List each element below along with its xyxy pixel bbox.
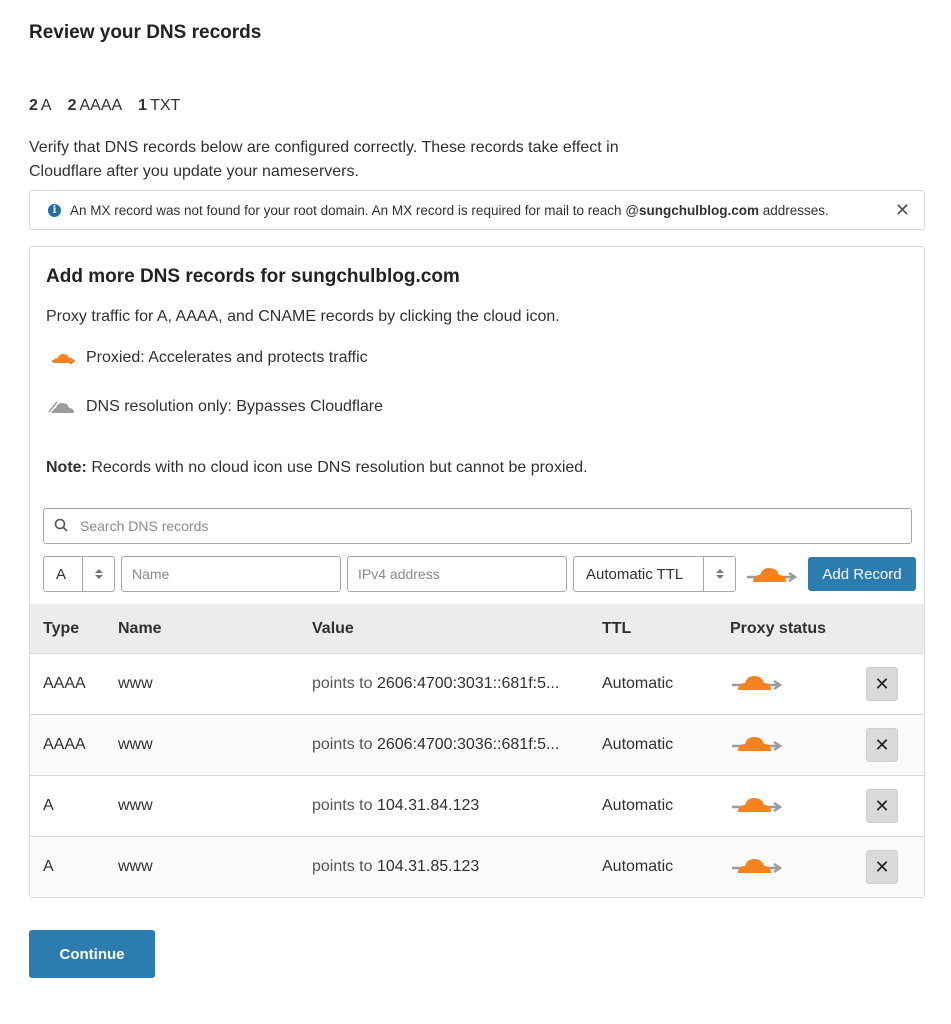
legend-dns-only-label: DNS resolution only: Bypasses Cloudflare	[86, 398, 384, 415]
orange-cloud-icon[interactable]	[730, 732, 866, 759]
ttl-select-value: Automatic TTL	[586, 565, 684, 583]
page-title: Review your DNS records	[29, 22, 262, 43]
continue-button[interactable]: Continue	[29, 930, 155, 978]
header-ttl[interactable]: TTL	[602, 619, 632, 637]
cell-type: AAAA	[43, 675, 86, 692]
legend-proxied	[46, 349, 368, 367]
note: Note: Records with no cloud icon use DNS resolution but cannot be proxied.	[46, 459, 588, 476]
cell-ttl: Automatic	[602, 797, 674, 814]
cell-ttl: Automatic	[602, 858, 674, 875]
add-record-button[interactable]: Add Record	[808, 557, 916, 591]
type-select-value: A	[56, 565, 67, 583]
ttl-chevron-icon[interactable]	[703, 557, 735, 591]
ttl-select[interactable]	[573, 556, 736, 592]
delete-record-button[interactable]: ✕	[866, 728, 898, 762]
panel-title: Add more DNS records for sungchulblog.com	[46, 266, 460, 287]
cell-type: A	[43, 858, 54, 875]
orange-cloud-icon[interactable]	[730, 671, 866, 698]
header-name[interactable]: Name	[118, 619, 162, 637]
header-type[interactable]: Type	[43, 619, 80, 637]
ipv4-input[interactable]	[347, 556, 567, 592]
table-row	[30, 714, 924, 775]
search-icon	[54, 518, 70, 534]
legend-dns-only	[46, 397, 383, 417]
add-record-form	[43, 556, 916, 592]
cell-value: points to 2606:4700:3036::681f:5...	[312, 736, 560, 753]
cell-ttl: Automatic	[602, 675, 674, 692]
cell-value: points to 104.31.84.123	[312, 797, 480, 814]
orange-cloud-icon[interactable]	[745, 563, 801, 585]
table-row	[30, 836, 924, 897]
cell-name: www	[118, 858, 153, 875]
type-select[interactable]	[43, 556, 115, 592]
search-box	[43, 508, 912, 544]
search-input[interactable]	[80, 518, 911, 534]
dns-records-table	[30, 604, 924, 897]
summary-a: 2 A	[29, 97, 52, 114]
delete-record-button[interactable]: ✕	[866, 667, 898, 701]
grey-cloud-icon	[46, 397, 78, 417]
table-row	[30, 653, 924, 714]
add-records-panel	[29, 246, 925, 898]
cell-value: points to 104.31.85.123	[312, 858, 480, 875]
orange-cloud-icon[interactable]	[730, 854, 866, 881]
mx-alert	[29, 190, 925, 230]
cell-name: www	[118, 736, 153, 753]
cell-name: www	[118, 797, 153, 814]
table-row	[30, 775, 924, 836]
panel-description: Proxy traffic for A, AAAA, and CNAME records by clicking the cloud icon.	[46, 308, 560, 325]
intro-text: Verify that DNS records below are configured correctly. These records take effect in Cloudflare after you update your nameservers.	[29, 139, 619, 180]
cell-type: AAAA	[43, 736, 86, 753]
cell-value: points to 2606:4700:3031::681f:5...	[312, 675, 560, 692]
type-chevron-icon[interactable]	[82, 557, 114, 591]
orange-cloud-icon[interactable]	[730, 793, 866, 820]
header-proxy-status[interactable]: Proxy status	[730, 619, 827, 637]
cell-type: A	[43, 797, 54, 814]
table-header	[30, 604, 924, 653]
orange-cloud-icon	[46, 350, 78, 366]
info-icon: i	[48, 204, 61, 217]
delete-record-button[interactable]: ✕	[866, 850, 898, 884]
cell-name: www	[118, 675, 153, 692]
legend-proxied-label: Proxied: Accelerates and protects traffic	[86, 349, 368, 366]
header-value[interactable]: Value	[312, 619, 354, 637]
summary-txt: 1 TXT	[138, 97, 181, 114]
alert-text: An MX record was not found for your root domain. An MX record is required for mail to reach @sungchulblog.com addresses.	[70, 202, 829, 218]
name-input[interactable]	[121, 556, 341, 592]
cell-ttl: Automatic	[602, 736, 674, 753]
summary-aaaa: 2 AAAA	[67, 97, 123, 114]
close-icon[interactable]: ✕	[894, 200, 910, 220]
delete-record-button[interactable]: ✕	[866, 789, 898, 823]
record-summary	[29, 97, 180, 115]
